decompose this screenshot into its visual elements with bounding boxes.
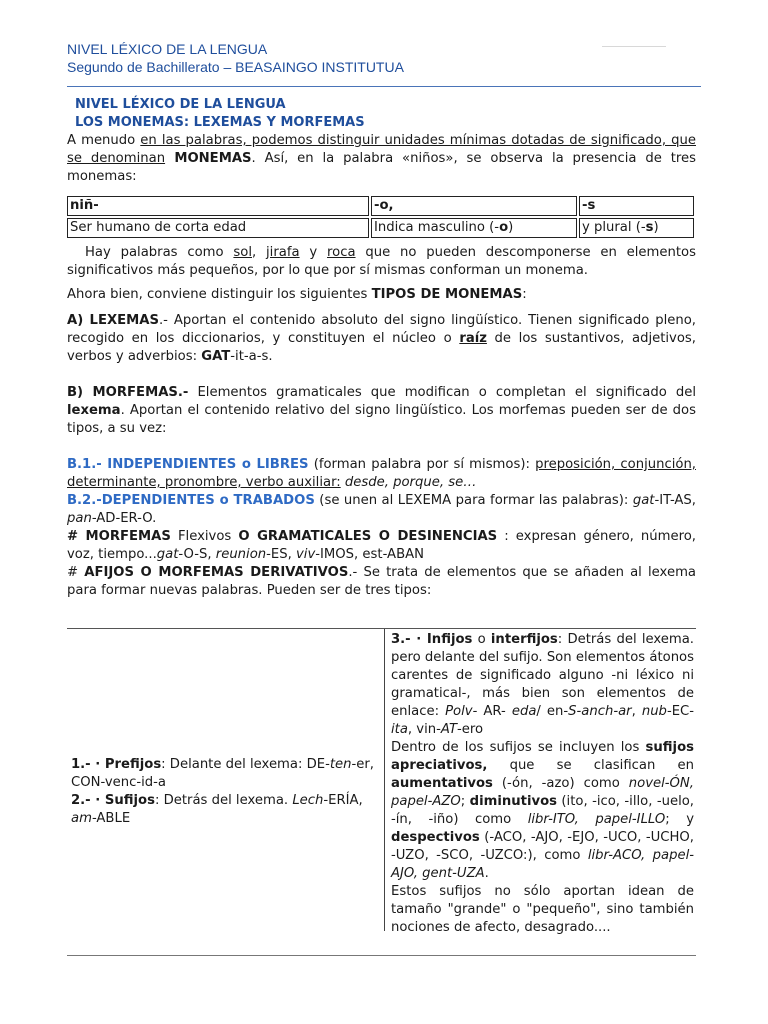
words-paragraph: Hay palabras como sol, jirafa y roca que no pueden descomponerse en elementos significativos más pequeños, por lo que por sí mismas conforman un monema. <box>67 245 696 278</box>
flexivos-paragraph: # MORFEMAS Flexivos O GRAMATICALES O DESINENCIAS : expresan género, número, voz, tiempo...gat-O-S, reunion-ES, viv-IMOS, est-ABAN <box>67 529 696 562</box>
table-cell: Indica masculino (-o) <box>371 218 577 238</box>
lexemas-paragraph: A) LEXEMAS.- Aportan el contenido absoluto del signo lingüístico. Tienen significado pleno, recogido en los diccionarios, y constituyen el núcleo o raíz de los sustantivos, adjetivos, verbos y adverbios: GAT-it-a-s. <box>67 313 696 364</box>
document-body <box>67 96 696 600</box>
header-subtitle: Segundo de Bachillerato – BEASAINGO INSTITUTUA <box>67 59 404 75</box>
independientes-paragraph: B.1.- INDEPENDIENTES o LIBRES (forman palabra por sí mismos): preposición, conjunción, determinante, pronombre, verbo auxiliar: desde, porque, se… <box>67 457 696 490</box>
afijos-table <box>67 628 696 956</box>
table-cell: -s <box>579 196 694 216</box>
sufijos-line: 2.- · Sufijos: Detrás del lexema. Lech-ERÍA, <box>71 793 363 808</box>
header-title: NIVEL LÉXICO DE LA LENGUA <box>67 41 268 57</box>
sufijos-example: am-ABLE <box>71 811 131 826</box>
afijos-left-column <box>71 629 376 955</box>
table-cell: niñ- <box>67 196 369 216</box>
table-row <box>67 218 694 238</box>
intro-paragraph: A menudo en las palabras, podemos distinguir unidades mínimas dotadas de significado, que se denominan MONEMAS. Así, en la palabra «niños», se observa la presencia de tres monemas: <box>67 133 696 184</box>
dependientes-paragraph: B.2.-DEPENDIENTES o TRABADOS (se unen al LEXEMA para formar las palabras): gat-IT-AS, pan-AD-ER-O. <box>67 493 696 526</box>
column-divider <box>384 629 385 931</box>
table-cell: Ser humano de corta edad <box>67 218 369 238</box>
afijos-paragraph: # AFIJOS O MORFEMAS DERIVATIVOS.- Se trata de elementos que se añaden al lexema para formar nuevas palabras. Pueden ser de tres tipos: <box>67 565 697 598</box>
afijos-right-column <box>391 631 694 937</box>
table-cell: y plural (-s) <box>579 218 694 238</box>
morfemas-paragraph: B) MORFEMAS.- Elementos gramaticales que modifican o completan el significado del lexema. Aportan el contenido relativo del signo lingüístico. Los morfemas pueden ser de dos tipos, a su vez: <box>67 385 696 436</box>
infijos-paragraph: 3.- · Infijos o interfijos: Detrás del lexema. pero delante del sufijo. Son elementos átonos carentes de significado alguno -ni léxico ni gramatical-, más bien son elementos de enlace: Polv- AR- eda/ en-S-anch-ar, nub-EC-ita, vin-AT-ero <box>391 632 695 737</box>
table-cell: -o, <box>371 196 577 216</box>
header-rule <box>602 46 666 47</box>
closing-paragraph: Estos sufijos no sólo aportan idean de tamaño "grande" o "pequeño", sino también nociones de afecto, desagrado.... <box>391 884 694 935</box>
types-paragraph: Ahora bien, conviene distinguir los siguientes TIPOS DE MONEMAS: <box>67 287 527 302</box>
section-title: NIVEL LÉXICO DE LA LENGUA <box>75 97 286 112</box>
section-subtitle: LOS MONEMAS: LEXEMAS Y MORFEMAS <box>75 115 365 130</box>
apreciativos-paragraph: Dentro de los sufijos se incluyen los sufijos apreciativos, que se clasifican en aumentativos (-ón, -azo) como novel-ÓN, papel-AZO; diminutivos (ito, -ico, -illo, -uelo, -ín, -iño) como libr-ITO, papel-ILLO; y despectivos (-ACO, -AJO, -EJO, -UCO, -UCHO, -UZO, -SCO, -UZCO:), como libr-ACO, papel-AJO, gent-UZA. <box>391 740 694 881</box>
page-header <box>67 40 701 87</box>
prefijos-line: 1.- · Prefijos: Delante del lexema: DE-ten-er, <box>71 757 375 772</box>
prefijos-example: CON-venc-id-a <box>71 775 167 790</box>
table-row <box>67 196 694 216</box>
monemas-table <box>65 194 696 240</box>
